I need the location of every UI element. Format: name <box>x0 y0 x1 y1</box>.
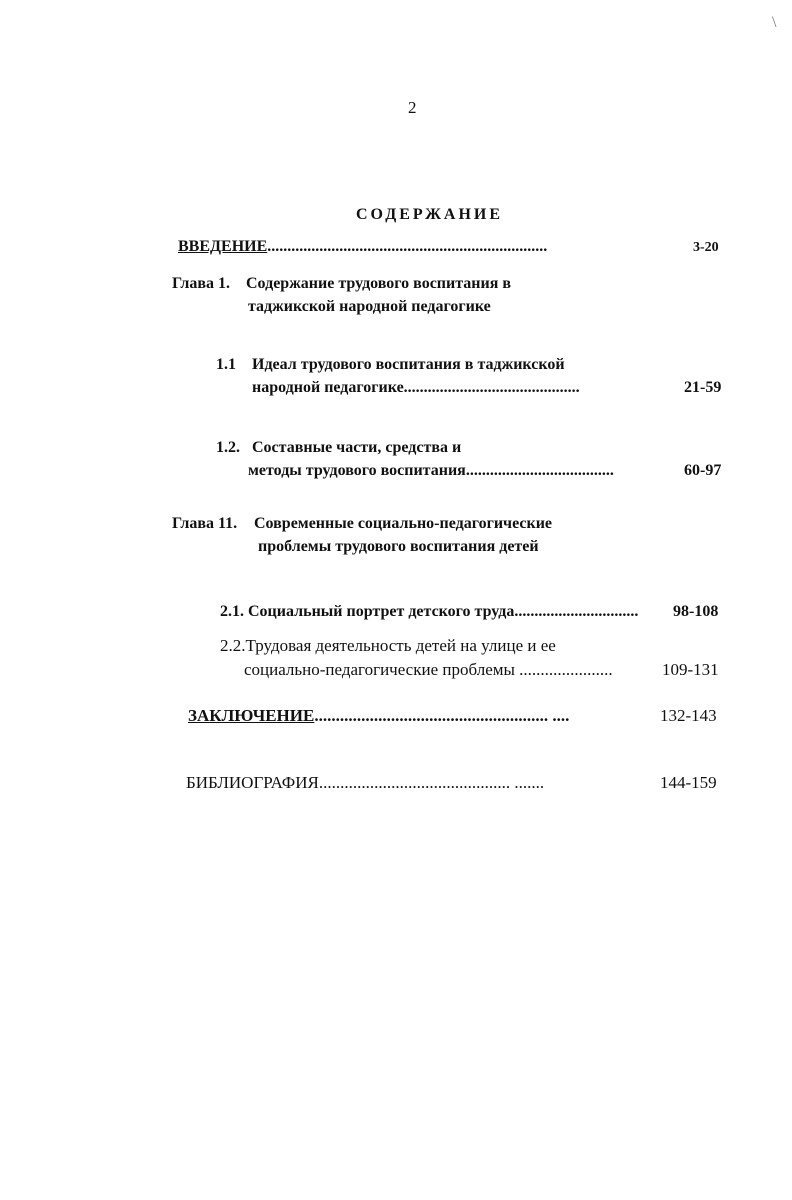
toc-section-2-2-line1[interactable] <box>220 636 556 656</box>
intro-dots: ...................................................................... <box>267 238 548 255</box>
toc-heading: СОДЕРЖАНИЕ <box>356 206 504 223</box>
toc-section-1-2-title-line2[interactable] <box>248 462 614 480</box>
section-2-2-number: 2.2. <box>220 636 246 655</box>
toc-chapter-2-title-line2[interactable]: проблемы трудового воспитания детей <box>258 538 539 555</box>
toc-section-1-1-number: 1.1 <box>216 356 236 373</box>
toc-entry-bibliography[interactable] <box>186 773 544 793</box>
toc-chapter-1-label: Глава 1. <box>172 275 230 292</box>
conclusion-label: ЗАКЛЮЧЕНИЕ <box>188 706 315 725</box>
section-1-1-dots: ............................................ <box>403 379 580 396</box>
section-2-1-title: Социальный портрет детского труда <box>248 603 515 620</box>
toc-section-1-2-title-line1[interactable]: Составные части, средства и <box>252 439 462 456</box>
section-2-1-dots: ............................... <box>514 603 639 620</box>
toc-entry-conclusion[interactable] <box>188 706 569 726</box>
toc-chapter-1-title-line1[interactable]: Содержание трудового воспитания в <box>246 275 512 292</box>
toc-section-1-1-title-line1[interactable]: Идеал трудового воспитания в таджикской <box>252 356 565 373</box>
intro-pages: 3-20 <box>693 240 719 255</box>
section-2-1-pages: 98-108 <box>673 603 719 620</box>
bibliography-dots: ............................................. ....... <box>318 773 545 792</box>
section-2-2-dots: ...................... <box>519 660 613 679</box>
section-1-2-title: методы трудового воспитания <box>248 462 466 479</box>
section-1-1-title: народной педагогике <box>252 379 404 396</box>
toc-section-1-1-title-line2[interactable] <box>252 379 580 397</box>
intro-label: ВВЕДЕНИЕ <box>178 238 268 255</box>
toc-section-2-1[interactable] <box>220 603 638 621</box>
page-number: 2 <box>408 98 417 117</box>
toc-entry-intro[interactable] <box>178 238 547 256</box>
bibliography-pages: 144-159 <box>660 773 717 792</box>
section-1-2-dots: ..................................... <box>465 462 614 479</box>
scan-artifact-mark: \ <box>772 14 777 31</box>
toc-section-1-2-number: 1.2. <box>216 439 240 456</box>
section-2-2-title-line1: Трудовая деятельность детей на улице и ее <box>245 636 556 655</box>
toc-section-2-2-line2[interactable] <box>244 660 613 680</box>
toc-chapter-2-title-line1[interactable]: Современные социально-педагогические <box>254 515 553 532</box>
section-1-1-pages: 21-59 <box>684 379 722 396</box>
section-2-1-number: 2.1. <box>220 603 244 620</box>
section-1-2-pages: 60-97 <box>684 462 722 479</box>
section-2-2-title-line2: социально-педагогические проблемы <box>244 660 515 679</box>
section-2-2-pages: 109-131 <box>662 660 719 679</box>
toc-chapter-2-label: Глава 11. <box>172 515 238 532</box>
conclusion-pages: 132-143 <box>660 706 717 725</box>
conclusion-dots: ....................................................... .... <box>314 706 570 725</box>
toc-chapter-1-title-line2[interactable]: таджикской народной педагогике <box>248 298 491 315</box>
bibliography-label: БИБЛИОГРАФИЯ <box>186 773 319 792</box>
